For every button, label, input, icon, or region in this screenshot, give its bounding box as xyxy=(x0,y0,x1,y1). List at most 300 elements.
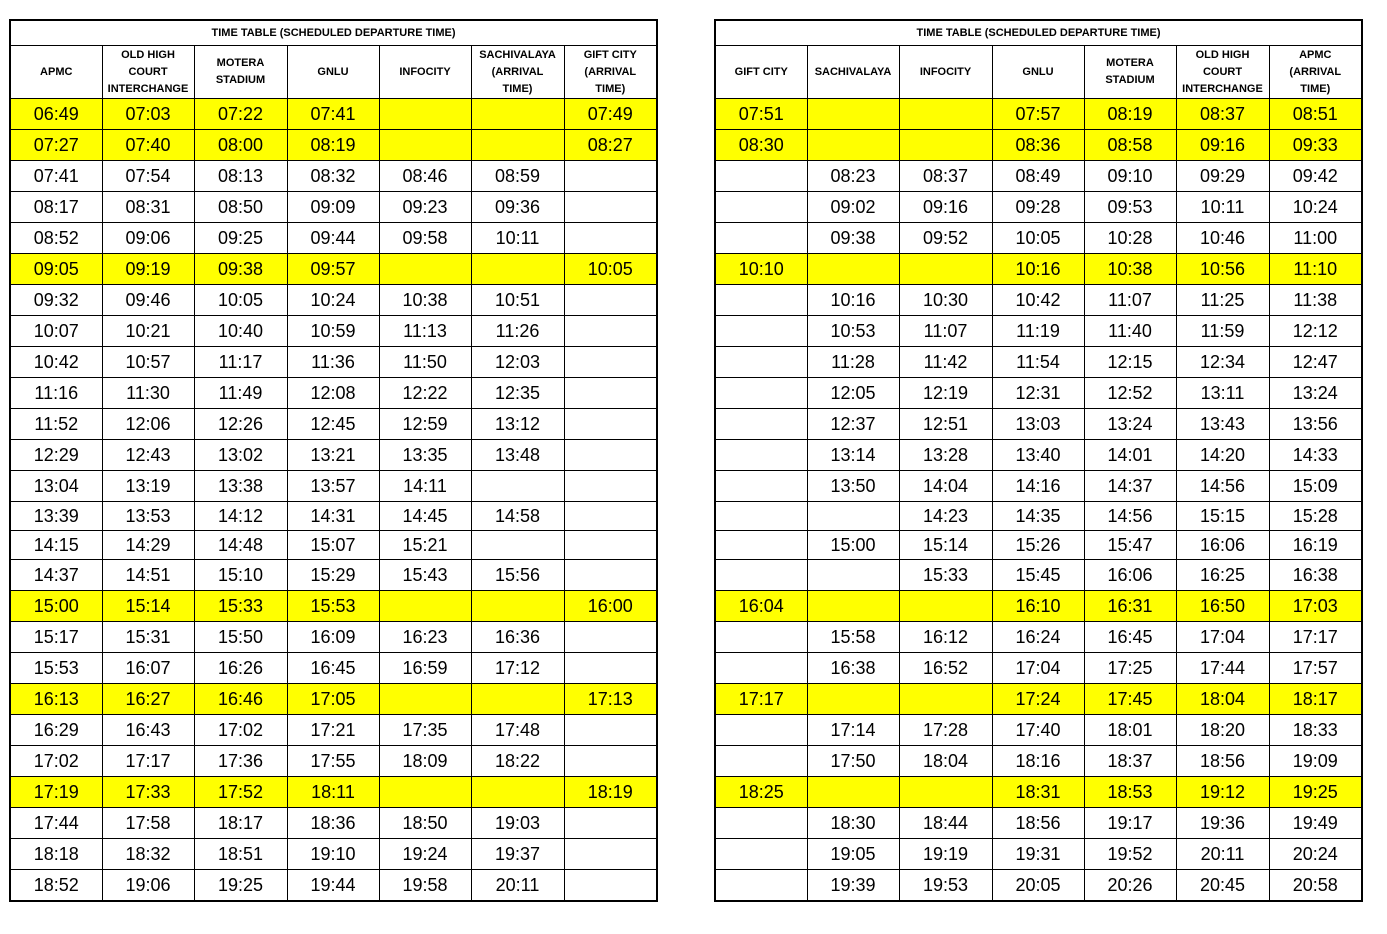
column-header: GNLU xyxy=(992,46,1084,99)
time-cell xyxy=(715,715,807,746)
table-row xyxy=(10,161,657,192)
time-cell: 14:56 xyxy=(1176,471,1269,502)
table-row-highlighted xyxy=(715,254,1362,285)
table-row xyxy=(10,870,657,902)
time-cell: 10:57 xyxy=(102,347,194,378)
time-cell: 12:47 xyxy=(1269,347,1362,378)
time-cell xyxy=(379,254,471,285)
time-cell xyxy=(715,440,807,471)
time-cell: 15:07 xyxy=(287,531,379,560)
time-cell xyxy=(715,223,807,254)
time-cell: 10:11 xyxy=(471,223,564,254)
time-cell: 18:50 xyxy=(379,808,471,839)
time-cell xyxy=(899,684,992,715)
time-cell: 14:56 xyxy=(1084,502,1176,531)
time-cell: 09:23 xyxy=(379,192,471,223)
time-cell: 11:28 xyxy=(807,347,899,378)
time-cell: 13:53 xyxy=(102,502,194,531)
time-cell: 17:55 xyxy=(287,746,379,777)
time-cell: 07:40 xyxy=(102,130,194,161)
time-cell: 11:36 xyxy=(287,347,379,378)
time-cell: 13:12 xyxy=(471,409,564,440)
time-cell: 09:58 xyxy=(379,223,471,254)
time-cell: 09:16 xyxy=(1176,130,1269,161)
time-cell xyxy=(715,409,807,440)
time-cell: 16:36 xyxy=(471,622,564,653)
time-cell: 18:53 xyxy=(1084,777,1176,808)
time-cell: 19:25 xyxy=(194,870,287,902)
time-cell: 10:10 xyxy=(715,254,807,285)
time-cell: 08:37 xyxy=(1176,99,1269,130)
time-cell: 19:52 xyxy=(1084,839,1176,870)
time-cell: 15:14 xyxy=(102,591,194,622)
time-cell: 18:09 xyxy=(379,746,471,777)
time-cell: 16:06 xyxy=(1084,560,1176,591)
time-cell xyxy=(715,622,807,653)
time-cell: 16:09 xyxy=(287,622,379,653)
time-cell xyxy=(564,223,657,254)
timetable-title: TIME TABLE (SCHEDULED DEPARTURE TIME) xyxy=(10,20,657,46)
time-cell: 15:53 xyxy=(287,591,379,622)
time-cell: 14:45 xyxy=(379,502,471,531)
time-cell xyxy=(807,777,899,808)
time-cell: 10:56 xyxy=(1176,254,1269,285)
table-row xyxy=(715,531,1362,560)
time-cell: 09:10 xyxy=(1084,161,1176,192)
time-cell: 11:38 xyxy=(1269,285,1362,316)
time-cell: 10:05 xyxy=(194,285,287,316)
time-cell: 14:29 xyxy=(102,531,194,560)
time-cell: 07:41 xyxy=(10,161,102,192)
time-cell: 20:05 xyxy=(992,870,1084,902)
table-row xyxy=(715,409,1362,440)
time-cell: 07:03 xyxy=(102,99,194,130)
time-cell: 19:19 xyxy=(899,839,992,870)
time-cell xyxy=(715,502,807,531)
time-cell xyxy=(564,378,657,409)
time-cell: 17:50 xyxy=(807,746,899,777)
time-cell: 10:16 xyxy=(992,254,1084,285)
table-row xyxy=(10,746,657,777)
table-row xyxy=(10,653,657,684)
time-cell: 18:25 xyxy=(715,777,807,808)
time-cell: 19:17 xyxy=(1084,808,1176,839)
time-cell: 17:19 xyxy=(10,777,102,808)
time-cell: 15:00 xyxy=(807,531,899,560)
time-cell xyxy=(564,715,657,746)
time-cell: 13:35 xyxy=(379,440,471,471)
time-cell: 07:54 xyxy=(102,161,194,192)
time-cell xyxy=(471,471,564,502)
time-cell: 10:59 xyxy=(287,316,379,347)
time-cell: 14:35 xyxy=(992,502,1084,531)
time-cell xyxy=(564,347,657,378)
time-cell: 18:51 xyxy=(194,839,287,870)
time-cell xyxy=(564,502,657,531)
column-header: INFOCITY xyxy=(899,46,992,99)
time-cell xyxy=(715,808,807,839)
time-cell: 08:27 xyxy=(564,130,657,161)
column-header: GNLU xyxy=(287,46,379,99)
time-cell xyxy=(715,192,807,223)
time-cell: 17:12 xyxy=(471,653,564,684)
time-cell xyxy=(715,471,807,502)
time-cell xyxy=(564,622,657,653)
time-cell xyxy=(807,560,899,591)
table-row xyxy=(10,471,657,502)
time-cell: 11:52 xyxy=(10,409,102,440)
time-cell: 16:27 xyxy=(102,684,194,715)
time-cell xyxy=(379,591,471,622)
time-cell: 07:22 xyxy=(194,99,287,130)
time-cell: 17:02 xyxy=(10,746,102,777)
time-cell xyxy=(564,192,657,223)
time-cell: 10:42 xyxy=(10,347,102,378)
timetable-apmc-to-gift-city xyxy=(9,19,658,902)
time-cell: 09:16 xyxy=(899,192,992,223)
time-cell: 19:05 xyxy=(807,839,899,870)
table-row xyxy=(10,192,657,223)
time-cell: 20:24 xyxy=(1269,839,1362,870)
table-row xyxy=(715,285,1362,316)
table-row xyxy=(10,316,657,347)
time-cell: 09:38 xyxy=(807,223,899,254)
time-cell xyxy=(807,99,899,130)
table-row xyxy=(10,531,657,560)
table-row xyxy=(715,653,1362,684)
time-cell: 18:22 xyxy=(471,746,564,777)
time-cell: 14:12 xyxy=(194,502,287,531)
time-cell: 16:45 xyxy=(287,653,379,684)
table-row xyxy=(10,347,657,378)
time-cell: 11:07 xyxy=(899,316,992,347)
table-row xyxy=(715,223,1362,254)
table-row xyxy=(10,622,657,653)
time-cell: 10:05 xyxy=(564,254,657,285)
time-cell: 10:51 xyxy=(471,285,564,316)
time-cell: 12:34 xyxy=(1176,347,1269,378)
table-row xyxy=(715,192,1362,223)
time-cell xyxy=(715,285,807,316)
time-cell: 17:58 xyxy=(102,808,194,839)
time-cell: 17:44 xyxy=(1176,653,1269,684)
time-cell: 19:53 xyxy=(899,870,992,902)
time-cell: 20:11 xyxy=(1176,839,1269,870)
time-cell: 12:08 xyxy=(287,378,379,409)
time-cell: 11:59 xyxy=(1176,316,1269,347)
table-row xyxy=(715,316,1362,347)
time-cell: 14:58 xyxy=(471,502,564,531)
time-cell xyxy=(564,531,657,560)
column-header: GIFT CITY xyxy=(715,46,807,99)
time-cell: 09:33 xyxy=(1269,130,1362,161)
time-cell: 17:17 xyxy=(1269,622,1362,653)
time-cell: 09:36 xyxy=(471,192,564,223)
time-cell xyxy=(379,777,471,808)
time-cell: 08:17 xyxy=(10,192,102,223)
time-cell: 11:30 xyxy=(102,378,194,409)
time-cell xyxy=(899,591,992,622)
time-cell: 20:45 xyxy=(1176,870,1269,902)
time-cell xyxy=(899,130,992,161)
time-cell: 18:56 xyxy=(992,808,1084,839)
time-cell: 13:21 xyxy=(287,440,379,471)
time-cell xyxy=(379,130,471,161)
time-cell: 19:36 xyxy=(1176,808,1269,839)
time-cell: 16:46 xyxy=(194,684,287,715)
time-cell: 19:09 xyxy=(1269,746,1362,777)
time-cell: 08:32 xyxy=(287,161,379,192)
time-cell: 16:38 xyxy=(807,653,899,684)
time-cell: 08:13 xyxy=(194,161,287,192)
time-cell: 19:39 xyxy=(807,870,899,902)
time-cell: 16:52 xyxy=(899,653,992,684)
time-cell xyxy=(715,653,807,684)
time-cell: 10:16 xyxy=(807,285,899,316)
time-cell: 18:30 xyxy=(807,808,899,839)
time-cell: 09:25 xyxy=(194,223,287,254)
time-cell: 09:46 xyxy=(102,285,194,316)
table-row xyxy=(10,285,657,316)
timetable-title: TIME TABLE (SCHEDULED DEPARTURE TIME) xyxy=(715,20,1362,46)
time-cell: 08:31 xyxy=(102,192,194,223)
time-cell: 13:56 xyxy=(1269,409,1362,440)
time-cell: 16:00 xyxy=(564,591,657,622)
time-cell: 12:29 xyxy=(10,440,102,471)
time-cell: 10:28 xyxy=(1084,223,1176,254)
table-row-highlighted xyxy=(10,99,657,130)
table-row xyxy=(715,715,1362,746)
time-cell: 19:06 xyxy=(102,870,194,902)
time-cell: 15:47 xyxy=(1084,531,1176,560)
table-row xyxy=(715,560,1362,591)
time-cell: 19:12 xyxy=(1176,777,1269,808)
time-cell: 16:25 xyxy=(1176,560,1269,591)
time-cell: 13:28 xyxy=(899,440,992,471)
table-row xyxy=(10,839,657,870)
time-cell xyxy=(564,161,657,192)
time-cell: 17:40 xyxy=(992,715,1084,746)
time-cell: 07:49 xyxy=(564,99,657,130)
time-cell: 09:32 xyxy=(10,285,102,316)
time-cell: 10:38 xyxy=(379,285,471,316)
table-row xyxy=(10,440,657,471)
time-cell xyxy=(899,99,992,130)
time-cell xyxy=(471,777,564,808)
time-cell xyxy=(564,746,657,777)
table-row xyxy=(10,409,657,440)
time-cell xyxy=(471,99,564,130)
time-cell: 10:40 xyxy=(194,316,287,347)
table-row xyxy=(715,622,1362,653)
table-row-highlighted xyxy=(10,130,657,161)
time-cell: 17:57 xyxy=(1269,653,1362,684)
time-cell: 16:04 xyxy=(715,591,807,622)
time-cell: 18:18 xyxy=(10,839,102,870)
table-row xyxy=(715,870,1362,902)
time-cell: 16:13 xyxy=(10,684,102,715)
time-cell: 18:56 xyxy=(1176,746,1269,777)
time-cell: 13:24 xyxy=(1269,378,1362,409)
time-cell: 13:14 xyxy=(807,440,899,471)
time-cell xyxy=(807,591,899,622)
time-cell xyxy=(471,130,564,161)
time-cell xyxy=(379,684,471,715)
time-cell: 15:21 xyxy=(379,531,471,560)
time-cell: 13:50 xyxy=(807,471,899,502)
time-cell: 17:28 xyxy=(899,715,992,746)
time-cell: 14:51 xyxy=(102,560,194,591)
time-cell: 19:10 xyxy=(287,839,379,870)
table-row xyxy=(10,560,657,591)
time-cell: 09:57 xyxy=(287,254,379,285)
time-cell xyxy=(564,316,657,347)
time-cell: 10:24 xyxy=(1269,192,1362,223)
time-cell xyxy=(564,870,657,902)
column-header: INFOCITY xyxy=(379,46,471,99)
table-row xyxy=(715,808,1362,839)
time-cell: 09:19 xyxy=(102,254,194,285)
time-cell: 06:49 xyxy=(10,99,102,130)
column-header: SACHIVALAYA xyxy=(807,46,899,99)
time-cell: 15:10 xyxy=(194,560,287,591)
time-cell: 14:15 xyxy=(10,531,102,560)
time-cell: 16:50 xyxy=(1176,591,1269,622)
time-cell: 15:09 xyxy=(1269,471,1362,502)
time-cell: 07:51 xyxy=(715,99,807,130)
time-cell: 15:56 xyxy=(471,560,564,591)
time-cell xyxy=(564,440,657,471)
time-cell: 16:31 xyxy=(1084,591,1176,622)
time-cell: 18:44 xyxy=(899,808,992,839)
time-cell: 18:01 xyxy=(1084,715,1176,746)
time-cell xyxy=(564,560,657,591)
time-cell: 09:09 xyxy=(287,192,379,223)
time-cell: 08:19 xyxy=(287,130,379,161)
time-cell: 12:52 xyxy=(1084,378,1176,409)
time-cell: 17:17 xyxy=(715,684,807,715)
time-cell xyxy=(471,254,564,285)
time-cell: 17:21 xyxy=(287,715,379,746)
time-cell: 15:28 xyxy=(1269,502,1362,531)
time-cell: 18:33 xyxy=(1269,715,1362,746)
time-cell xyxy=(715,870,807,902)
time-cell: 08:00 xyxy=(194,130,287,161)
time-cell: 11:10 xyxy=(1269,254,1362,285)
time-cell xyxy=(715,839,807,870)
time-cell: 16:07 xyxy=(102,653,194,684)
time-cell: 20:11 xyxy=(471,870,564,902)
time-cell: 16:45 xyxy=(1084,622,1176,653)
time-cell xyxy=(564,471,657,502)
time-cell xyxy=(807,502,899,531)
time-cell: 10:38 xyxy=(1084,254,1176,285)
timetable-body xyxy=(10,99,657,902)
time-cell: 11:54 xyxy=(992,347,1084,378)
time-cell: 08:37 xyxy=(899,161,992,192)
time-cell: 14:31 xyxy=(287,502,379,531)
time-cell: 15:00 xyxy=(10,591,102,622)
time-cell: 18:52 xyxy=(10,870,102,902)
time-cell xyxy=(715,161,807,192)
time-cell: 11:19 xyxy=(992,316,1084,347)
time-cell: 11:49 xyxy=(194,378,287,409)
time-cell: 12:43 xyxy=(102,440,194,471)
time-cell: 09:38 xyxy=(194,254,287,285)
time-cell: 18:37 xyxy=(1084,746,1176,777)
time-cell: 19:24 xyxy=(379,839,471,870)
time-cell: 18:31 xyxy=(992,777,1084,808)
time-cell: 13:03 xyxy=(992,409,1084,440)
time-cell: 11:00 xyxy=(1269,223,1362,254)
table-row xyxy=(10,378,657,409)
time-cell xyxy=(715,347,807,378)
time-cell: 13:24 xyxy=(1084,409,1176,440)
time-cell: 13:11 xyxy=(1176,378,1269,409)
time-cell: 16:26 xyxy=(194,653,287,684)
time-cell: 15:58 xyxy=(807,622,899,653)
time-cell: 15:31 xyxy=(102,622,194,653)
timetable-body xyxy=(715,99,1362,902)
time-cell xyxy=(715,378,807,409)
time-cell: 19:37 xyxy=(471,839,564,870)
time-cell: 12:45 xyxy=(287,409,379,440)
time-cell: 18:16 xyxy=(992,746,1084,777)
time-cell: 10:05 xyxy=(992,223,1084,254)
time-cell: 13:39 xyxy=(10,502,102,531)
time-cell xyxy=(899,254,992,285)
time-cell xyxy=(715,316,807,347)
column-header: MOTERA STADIUM xyxy=(194,46,287,99)
time-cell: 11:25 xyxy=(1176,285,1269,316)
time-cell: 12:03 xyxy=(471,347,564,378)
time-cell xyxy=(471,531,564,560)
time-cell: 08:52 xyxy=(10,223,102,254)
time-cell: 08:36 xyxy=(992,130,1084,161)
time-cell: 10:30 xyxy=(899,285,992,316)
time-cell: 20:26 xyxy=(1084,870,1176,902)
table-row-highlighted xyxy=(715,684,1362,715)
time-cell: 08:23 xyxy=(807,161,899,192)
time-cell: 13:02 xyxy=(194,440,287,471)
table-row-highlighted xyxy=(10,684,657,715)
time-cell: 09:06 xyxy=(102,223,194,254)
time-cell: 17:45 xyxy=(1084,684,1176,715)
time-cell: 18:17 xyxy=(1269,684,1362,715)
table-row-highlighted xyxy=(10,591,657,622)
time-cell: 19:44 xyxy=(287,870,379,902)
time-cell: 15:45 xyxy=(992,560,1084,591)
time-cell: 16:59 xyxy=(379,653,471,684)
column-header: OLD HIGH COURT INTERCHANGE xyxy=(1176,46,1269,99)
time-cell: 13:38 xyxy=(194,471,287,502)
time-cell: 19:25 xyxy=(1269,777,1362,808)
time-cell xyxy=(471,684,564,715)
time-cell xyxy=(471,591,564,622)
time-cell: 15:53 xyxy=(10,653,102,684)
time-cell: 12:15 xyxy=(1084,347,1176,378)
time-cell: 15:26 xyxy=(992,531,1084,560)
time-cell: 11:26 xyxy=(471,316,564,347)
time-cell: 10:24 xyxy=(287,285,379,316)
time-cell: 16:38 xyxy=(1269,560,1362,591)
time-cell: 16:19 xyxy=(1269,531,1362,560)
table-row xyxy=(715,471,1362,502)
time-cell: 09:29 xyxy=(1176,161,1269,192)
time-cell: 17:13 xyxy=(564,684,657,715)
time-cell xyxy=(807,254,899,285)
time-cell xyxy=(715,746,807,777)
